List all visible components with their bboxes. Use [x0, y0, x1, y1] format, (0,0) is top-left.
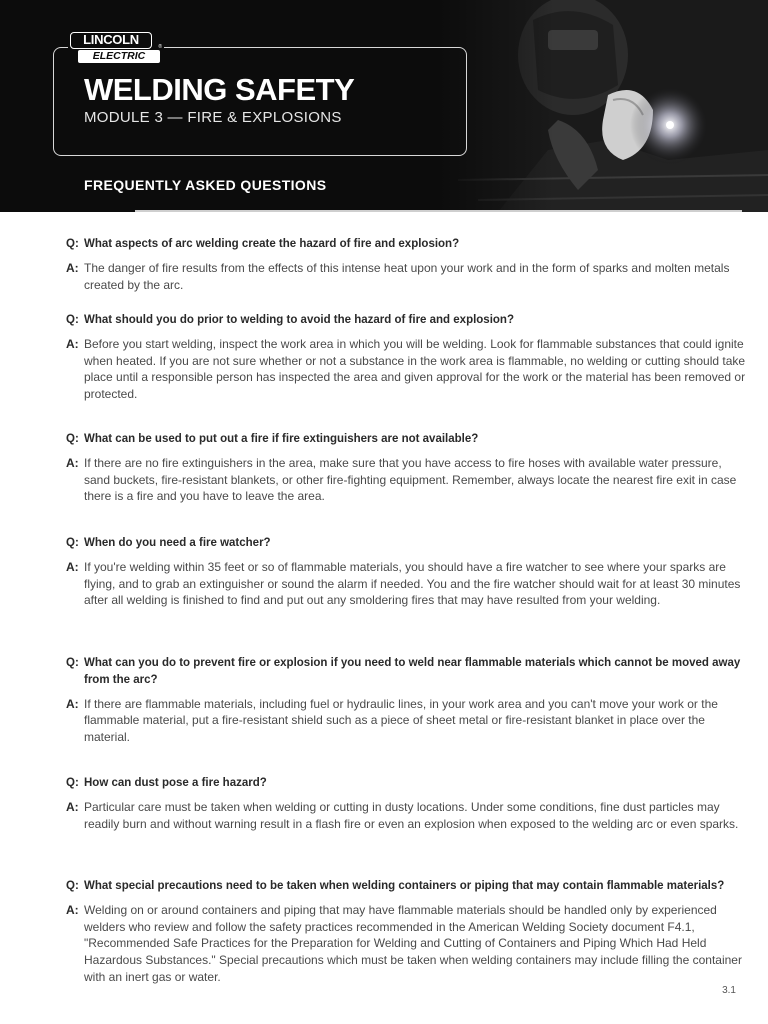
question-label: Q: — [66, 657, 79, 669]
question-label: Q: — [66, 777, 79, 789]
header-divider — [135, 210, 742, 212]
welder-photo — [438, 0, 768, 212]
question-text: How can dust pose a fire hazard? — [84, 777, 267, 789]
answer-text: If you're welding within 35 feet or so of flammable materials, you should have a fire watcher to see where your sparks are flying, and to grab an extinguisher or sound the alarm if needed. You and the fire watcher should wait for at least 30 minutes after all welding is finished to find and put out any smoldering fires that may have resulted from your welding. — [84, 559, 741, 608]
question — [66, 878, 746, 895]
answer-label: A: — [66, 799, 79, 814]
answer-label: A: — [66, 696, 79, 711]
question — [66, 236, 746, 253]
answer-text: The danger of fire results from the effects of this intense heat upon your work and in the form of sparks and molten metals created by the arc. — [84, 260, 730, 292]
question — [66, 775, 746, 792]
question-text: When do you need a fire watcher? — [84, 537, 271, 549]
answer-label: A: — [66, 902, 79, 917]
faq-item — [66, 775, 746, 832]
question-label: Q: — [66, 238, 79, 250]
answer — [66, 799, 746, 833]
answer — [66, 696, 746, 746]
answer-text: Before you start welding, inspect the work area in which you will be welding. Look for flammable substances that could ignite when heated. If you are not sure whether or not a substance in the work area is flammable, no welding or cutting should take place until a responsible person has inspected the area and given approval for the work or the material has been removed or protected. — [84, 336, 746, 402]
answer-text: If there are no fire extinguishers in the area, make sure that you have access to fire hoses with available water pressure, sand buckets, fire-resistant blankets, or other fire-fighting equipment. Remember, always locate the nearest fire exit in case there is a fire and you have to leave the area. — [84, 455, 737, 504]
answer — [66, 902, 746, 986]
section-heading: FREQUENTLY ASKED QUESTIONS — [84, 177, 327, 193]
question — [66, 431, 746, 448]
logo-top-text: LINCOLN — [70, 32, 152, 49]
page-subtitle: MODULE 3 — FIRE & EXPLOSIONS — [84, 109, 342, 126]
answer — [66, 455, 746, 505]
registered-mark: ® — [158, 44, 162, 50]
answer — [66, 260, 746, 294]
question-label: Q: — [66, 314, 79, 326]
question — [66, 312, 746, 329]
question-text: What aspects of arc welding create the hazard of fire and explosion? — [84, 238, 460, 250]
question — [66, 655, 746, 689]
answer-label: A: — [66, 260, 79, 275]
logo-bottom-text: ELECTRIC — [78, 50, 160, 63]
question-text: What special precautions need to be taken when welding containers or piping that may contain flammable materials? — [84, 880, 725, 892]
faq-item — [66, 312, 746, 403]
answer-text: Particular care must be taken when welding or cutting in dusty locations. Under some conditions, fine dust particles may readily burn and without warning result in a flash fire or even an explosion when exposed to the welding arc or even sparks. — [84, 799, 739, 831]
answer-text: If there are flammable materials, including fuel or hydraulic lines, in your work area and you can't move your work or the flammable material, put a fire-resistant shield such as a piece of sheet metal or fire-resistant blanket in place over the material. — [84, 696, 718, 745]
page-number: 3.1 — [722, 985, 736, 996]
question-label: Q: — [66, 433, 79, 445]
faq-item — [66, 236, 746, 293]
answer-label: A: — [66, 559, 79, 574]
answer — [66, 559, 746, 609]
answer-label: A: — [66, 455, 79, 470]
faq-item — [66, 655, 746, 746]
answer-text: Welding on or around containers and piping that may have flammable materials should be handled only by experienced welders who review and follow the safety practices recommended in the American Welding Society document F4.1, "Recommended Safe Practices for the Preparation for Welding and Cutting of Containers and Piping Which Had Held Hazardous Substances." Special precautions which must be taken when welding containers may include filling the container with an inert gas or water. — [84, 902, 742, 984]
question-text: What should you do prior to welding to avoid the hazard of fire and explosion? — [84, 314, 514, 326]
answer — [66, 336, 746, 403]
question-label: Q: — [66, 537, 79, 549]
page-title: WELDING SAFETY — [84, 72, 355, 107]
faq-item — [66, 878, 746, 986]
question — [66, 535, 746, 552]
question-text: What can be used to put out a fire if fire extinguishers are not available? — [84, 433, 479, 445]
answer-label: A: — [66, 336, 79, 351]
question-text: What can you do to prevent fire or explosion if you need to weld near flammable materials which cannot be moved away from the arc? — [84, 657, 741, 686]
lincoln-electric-logo — [68, 30, 164, 64]
faq-item — [66, 431, 746, 505]
question-label: Q: — [66, 880, 79, 892]
faq-item — [66, 535, 746, 609]
header-banner — [0, 0, 768, 212]
